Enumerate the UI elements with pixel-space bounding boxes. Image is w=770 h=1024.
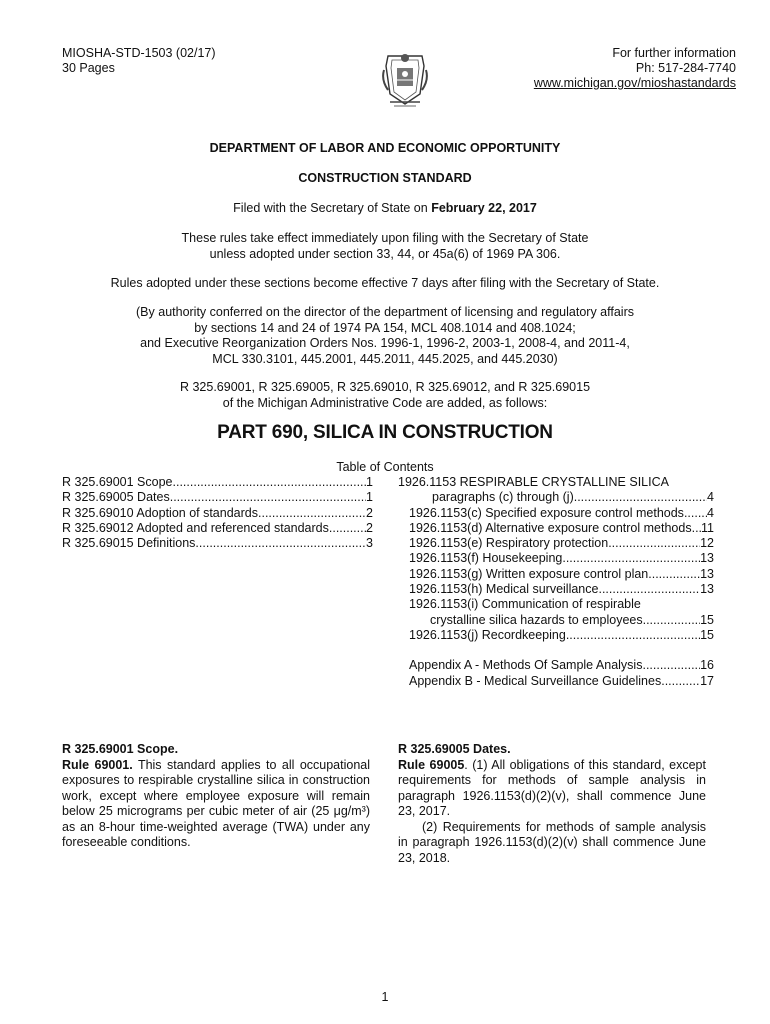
toc-item-1153i-line-1[interactable]: 1926.1153(i) Communication of respirable [409,597,641,612]
rules-line-1: R 325.69001, R 325.69005, R 325.69010, R 325.69012, and R 325.69015 [179,380,591,394]
authority-line-4: MCL 330.3101, 445.2001, 445.2011, 445.2025, and 445.2030) [212,351,558,366]
authority-line-3: and Executive Reorganization Orders Nos. 1996-1, 1996-2, 2003-1, 2008-4, and 2011-4, [140,336,630,350]
authority-line-1: (By authority conferred on the director of the department of licensing and regulatory affairs [136,305,634,319]
toc-item-appendix-a[interactable]: Appendix A - Methods Of Sample Analysis ..... 16 [409,658,714,673]
standard-code: MIOSHA-STD-1503 (02/17) [62,46,216,60]
toc-item-1153j[interactable]: 1926.1153(j) Recordkeeping ..... 15 [409,628,714,643]
toc-item-1153c[interactable]: 1926.1153(c) Specified exposure control methods ..... 4 [409,506,714,521]
toc-item-definitions[interactable]: R 325.69015 Definitions. ..... 3 [62,536,373,551]
rules-adopted-line: Rules adopted under these sections become effective 7 days after filing with the Secretary of State. [110,276,660,290]
rules-line-2: of the Michigan Administrative Code are added, as follows: [222,395,548,410]
toc-left-column [62,475,373,551]
scope-body: This standard applies to all occupational exposures to respirable crystalline silica in construction work, except where employee exposure will remain below 25 micrograms per cubic meter of air (25 μg/m³) as an 8-hour time-weighted average (TWA) under any foreseeable conditions. [62,757,371,849]
standard-type: CONSTRUCTION STANDARD [298,171,472,185]
dates-body-1: . (1) All obligations of this standard, except requirements for methods of sample analysis in paragraph 1926.1153(d)(2)(v), shall commence June 23, 2017. [398,757,706,818]
toc-item-dates[interactable]: R 325.69005 Dates. ..... 1 [62,490,373,505]
toc-item-paragraphs-c-j[interactable]: paragraphs (c) through (j) ..... 4 [398,490,714,505]
toc-right-column [398,475,714,689]
filed-line [0,201,770,217]
header-right [534,46,736,91]
dates-heading: R 325.69005 Dates. [398,742,511,756]
authority-paragraph [0,305,770,367]
scope-section [62,742,370,851]
part-title: PART 690, SILICA IN CONSTRUCTION [217,422,553,443]
filed-prefix: Filed with the Secretary of State on [233,201,432,215]
toc-right-heading: 1926.1153 RESPIRABLE CRYSTALLINE SILICA [398,475,669,489]
toc-item-adoption[interactable]: R 325.69010 Adoption of standards. ..... 2 [62,506,373,521]
info-label: For further information [612,46,736,60]
filed-date: February 22, 2017 [431,201,537,215]
toc-item-scope[interactable]: R 325.69001 Scope. ..... 1 [62,475,373,490]
department-title: DEPARTMENT OF LABOR AND ECONOMIC OPPORTUNITY [209,141,561,155]
authority-line-2: by sections 14 and 24 of 1974 PA 154, MCL 408.1014 and 408.1024; [194,320,576,335]
dates-section [398,742,706,866]
effect-line-1: These rules take effect immediately upon filing with the Secretary of State [181,231,589,245]
michigan-state-seal-icon [380,50,430,108]
toc-item-1153h[interactable]: 1926.1153(h) Medical surveillance ..... 13 [409,582,714,597]
effect-paragraph [0,231,770,262]
toc-heading: Table of Contents [336,460,434,474]
scope-rule-label: Rule 69001. [62,757,133,772]
page-count: 30 Pages [62,61,115,75]
toc-item-1153i[interactable]: crystalline silica hazards to employees ..... 15 [409,613,714,628]
dates-rule-label: Rule 69005 [398,757,465,772]
toc-item-appendix-b[interactable]: Appendix B - Medical Surveillance Guidelines ..... 17 [409,674,714,689]
toc-item-referenced-standards[interactable]: R 325.69012 Adopted and referenced standards. ..... 2 [62,521,373,536]
dates-text-1 [398,758,706,820]
toc-item-1153g[interactable]: 1926.1153(g) Written exposure control plan ..... 13 [409,567,714,582]
toc-item-1153e[interactable]: 1926.1153(e) Respiratory protection ..... 12 [409,536,714,551]
toc-item-1153d[interactable]: 1926.1153(d) Alternative exposure control methods ..... 11 [409,521,714,536]
effect-line-2: unless adopted under section 33, 44, or 45a(6) of 1969 PA 306. [209,246,561,261]
toc-item-1153f[interactable]: 1926.1153(f) Housekeeping ..... 13 [409,551,714,566]
dates-text-2: (2) Requirements for methods of sample analysis in paragraph 1926.1153(d)(2)(v) shall commence June 23, 2018. [398,819,706,865]
scope-heading: R 325.69001 Scope. [62,742,179,756]
header-left [62,46,216,76]
scope-text [62,758,370,851]
page-number: 1 [381,990,389,1004]
website-link[interactable]: www.michigan.gov/mioshastandards [533,76,736,90]
phone-number: Ph: 517-284-7740 [635,61,736,75]
rules-paragraph [0,380,770,411]
